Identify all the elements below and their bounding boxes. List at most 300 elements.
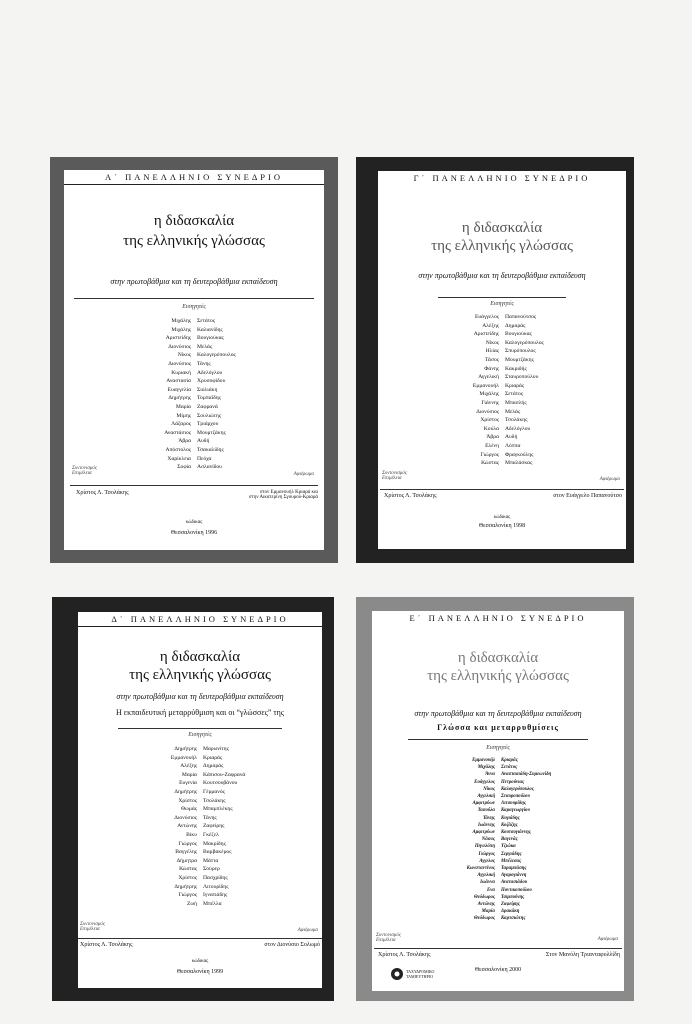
speaker-row [372, 786, 624, 793]
speaker-row [64, 412, 324, 421]
speaker-row [78, 745, 322, 754]
speaker-first-name: Ηλίας [485, 348, 499, 355]
city-year: Θεσσαλονίκη 1999 [176, 969, 224, 975]
speaker-last-name: Σετάτος [505, 391, 524, 398]
speaker-first-name: Εμμανουήλ [170, 754, 197, 761]
speaker-last-name: Δημαράς [203, 763, 224, 770]
speaker-last-name: Λιτσουρίδης [501, 801, 526, 807]
speaker-last-name: Κριαράς [203, 754, 223, 761]
speaker-first-name: Νίκος [483, 786, 495, 792]
speaker-row [378, 365, 626, 374]
dedication-label: Αφιέρωμα [597, 937, 618, 942]
speaker-row [78, 788, 322, 797]
speaker-first-name: Γιώργος [478, 851, 495, 857]
speaker-first-name: Χαρίκλεια [167, 455, 191, 462]
coordination-label: Συντονισμός Επιμέλεια [382, 471, 407, 481]
speaker-row [78, 891, 322, 900]
speaker-row [372, 771, 624, 778]
speaker-row [78, 754, 322, 763]
speaker-last-name: Βουγιούκας [197, 335, 224, 342]
publisher: κώδικας [185, 520, 203, 525]
speaker-last-name: Ποντικοπούλου [501, 887, 532, 893]
speaker-row [378, 425, 626, 434]
cover-4-page [372, 611, 624, 991]
speaker-last-name: Μπέλεσας [501, 858, 522, 864]
speaker-last-name: Καλογερόπουλος [505, 339, 544, 346]
title-line-2: της ελληνικής γλώσσας [431, 237, 573, 254]
speaker-row [378, 408, 626, 417]
speaker-first-name: Θωμάς [181, 806, 197, 813]
title-line-1: η διδασκαλία [457, 650, 539, 666]
speaker-last-name: Καλογερόπουλος [197, 352, 236, 359]
speaker-row [372, 843, 624, 850]
speaker-last-name: Σταυροπούλου [505, 374, 539, 381]
speaker-first-name: Τασούλα [477, 808, 495, 814]
dedication-text: στον Διονύσιο Σολωμό [264, 942, 320, 948]
speaker-first-name: Αλέξης [482, 322, 499, 329]
dedication-text: στον Ευάγγελο Παπανούτσο [553, 493, 622, 499]
speaker-last-name: Γκέζελ [203, 831, 219, 838]
speaker-first-name: Βίκυ [186, 831, 197, 838]
speaker-first-name: Αριστείδης [165, 335, 191, 342]
speaker-row [64, 369, 324, 378]
speaker-last-name: Μπαλάσκας [505, 460, 533, 467]
dedication-label: Αφιέρωμα [599, 477, 620, 482]
speaker-first-name: Μαρία [175, 403, 191, 410]
speaker-first-name: Αμφιτρύων [472, 801, 495, 807]
speakers-list [378, 313, 626, 468]
speaker-last-name: Λόππα [505, 442, 521, 449]
speaker-first-name: Γιώργος [480, 451, 499, 458]
speaker-row [78, 848, 322, 857]
dedication-text: Στον Μανόλη Τριανταφυλλίδη [545, 952, 620, 958]
speaker-last-name: Αυδή [505, 434, 518, 441]
city-year: Θεσσαλονίκη 2000 [474, 967, 522, 973]
cover-header: Α΄ ΠΑΝΕΛΛΗΝΙΟ ΣΥΝΕΔΡΙΟ [64, 170, 324, 185]
speaker-first-name: Αναστασία [166, 378, 191, 385]
speaker-row [372, 757, 624, 764]
speaker-row [78, 779, 322, 788]
speakers-list [64, 317, 324, 472]
speakers-label: Εισηγητές [188, 732, 212, 738]
speaker-row [78, 822, 322, 831]
title-line-2: της ελληνικής γλώσσας [123, 232, 265, 249]
speaker-last-name: Μελάς [197, 343, 213, 350]
cover-header: Γ΄ ΠΑΝΕΛΛΗΝΙΟ ΣΥΝΕΔΡΙΟ [413, 173, 591, 183]
speaker-row [78, 805, 322, 814]
speaker-row [378, 322, 626, 331]
speaker-row [372, 807, 624, 814]
speakers-label: Εισηγητές [486, 745, 510, 751]
cover-title [372, 651, 624, 685]
editor-name: Χρίστος Λ. Τσολάκης [378, 952, 431, 958]
speaker-first-name: Ιωάννης [477, 822, 495, 828]
speaker-first-name: Απόστολος [165, 446, 191, 453]
speaker-row [64, 403, 324, 412]
speaker-last-name: Κριαράς [501, 758, 518, 763]
speaker-first-name: Άβρα [178, 438, 191, 445]
speaker-first-name: Αντώνης [177, 823, 197, 830]
speaker-first-name: Ζωή [186, 900, 197, 907]
speaker-last-name: Τάνης [197, 360, 211, 367]
speaker-first-name: Ιωάννα [480, 880, 495, 886]
speaker-first-name: Άννα [485, 772, 495, 778]
speaker-row [372, 836, 624, 843]
title-line-1: η διδασκαλία [461, 220, 543, 236]
speaker-last-name: Βουγιούκας [505, 331, 532, 338]
speaker-first-name: Κυριακή [171, 369, 191, 376]
speaker-last-name: Γέρμανός [203, 788, 225, 795]
speaker-last-name: Μακρίδης [203, 840, 226, 847]
title-line-1: η διδασκαλία [153, 213, 235, 229]
title-line-1: η διδασκαλία [159, 649, 241, 665]
speaker-last-name: Καλιανίδης [197, 326, 223, 333]
cover-subtitle: στην πρωτοβάθμια και τη δευτεροβάθμια εκπαίδευση [110, 277, 278, 286]
divider [374, 948, 622, 949]
cover-title [378, 221, 626, 255]
speaker-row [64, 343, 324, 352]
speaker-first-name: Μιχάλης [477, 765, 495, 771]
speaker-last-name: Σούρερ [203, 866, 220, 873]
speaker-first-name: Κώστας [481, 460, 499, 467]
speaker-row [378, 433, 626, 442]
speaker-last-name: Λιτουρίδης [203, 883, 229, 890]
speaker-first-name: Χρίστος [178, 874, 197, 881]
speaker-first-name: Αναστάσιος [164, 429, 191, 436]
speaker-row [372, 793, 624, 800]
cover-2-page [378, 171, 626, 549]
speaker-last-name: Δημαράς [505, 322, 526, 329]
speaker-last-name: Δρακάκη [501, 909, 520, 915]
speaker-row [378, 390, 626, 399]
speaker-last-name: Σεργιάδης [501, 851, 522, 857]
speaker-last-name: Καραγεωργίου [501, 808, 530, 814]
speaker-last-name: Σετάτος [197, 318, 216, 324]
speaker-last-name: Αυδή [197, 438, 210, 445]
speaker-row [372, 879, 624, 886]
cover-3 [52, 597, 334, 1001]
speaker-row [64, 394, 324, 403]
speaker-row [372, 858, 624, 865]
speaker-row [378, 330, 626, 339]
dedication-label: Αφιέρωμα [293, 472, 314, 477]
cover-header: Ε΄ ΠΑΝΕΛΛΗΝΙΟ ΣΥΝΕΔΡΙΟ [409, 613, 587, 623]
speaker-last-name: Ασλανίδου [197, 464, 222, 471]
speaker-first-name: Φάνης [484, 365, 499, 372]
speaker-first-name: Γιώργος [178, 840, 197, 847]
speaker-first-name: Μιχάλης [171, 318, 191, 324]
speaker-last-name: Κριαράς [505, 382, 525, 389]
speaker-row [78, 874, 322, 883]
speaker-row [378, 347, 626, 356]
title-line-2: της ελληνικής γλώσσας [129, 666, 271, 683]
speaker-last-name: Ταραμπάσης [501, 866, 527, 872]
divider [78, 938, 322, 939]
cover-2 [356, 157, 634, 563]
cover-subtitle: στην πρωτοβάθμια και τη δευτεροβάθμια εκπαίδευση [414, 709, 582, 718]
speakers-list [78, 745, 322, 908]
speaker-first-name: Άβρα [486, 434, 499, 441]
speaker-row [378, 382, 626, 391]
speaker-first-name: Τάσος [485, 356, 499, 363]
speaker-first-name: Διονύσιος [168, 343, 191, 350]
divider [408, 739, 588, 740]
speaker-first-name: Θεόδωρος [474, 916, 495, 922]
speaker-first-name: Ευαγγελία [167, 386, 191, 393]
speaker-row [78, 900, 322, 909]
speaker-last-name: Παπανούτσος [505, 314, 537, 320]
speaker-last-name: Μπαμπλέκης [203, 806, 233, 813]
cover-theme: Γλώσσα και μεταρρυθμίσεις [437, 723, 559, 732]
speaker-row [64, 420, 324, 429]
speakers-list [372, 757, 624, 923]
speaker-first-name: Τάνης [482, 815, 495, 821]
speaker-row [378, 356, 626, 365]
speaker-first-name: Κωνσταντίνος [466, 866, 495, 872]
speaker-last-name: Μαρωνίτης [203, 746, 229, 752]
speaker-row [372, 829, 624, 836]
speaker-first-name: Αγγελική [477, 794, 495, 800]
speaker-row [64, 437, 324, 446]
speaker-last-name: Τσιμπούνης [501, 894, 525, 900]
speaker-row [372, 822, 624, 829]
speaker-last-name: Ανατασιάδου [501, 880, 528, 886]
speaker-first-name: Κούλα [483, 425, 499, 432]
divider [118, 728, 282, 729]
speaker-first-name: Σοφία [177, 464, 191, 471]
speaker-row [78, 831, 322, 840]
speakers-label: Εισηγητές [182, 304, 206, 310]
speaker-first-name: Μιχάλης [171, 326, 191, 333]
speaker-last-name: Τσακαλίδης [197, 446, 224, 453]
speaker-last-name: Σταυροπούλου [501, 794, 530, 800]
speaker-first-name: Αγγελική [477, 873, 495, 879]
speaker-first-name: Αντώνης [477, 902, 495, 908]
speaker-row [378, 416, 626, 425]
speaker-last-name: Μουμτζάκης [505, 356, 534, 363]
speaker-row [372, 915, 624, 922]
speaker-last-name: Τομπαΐδης [197, 395, 221, 402]
speaker-row [378, 399, 626, 408]
speaker-first-name: Αλέξης [180, 763, 197, 770]
speaker-first-name: Ευάγγελος [474, 314, 499, 320]
speaker-last-name: Τάνης [203, 814, 217, 821]
speaker-last-name: Μπασλής [505, 399, 527, 406]
speaker-last-name: Αγαρογιάννη [501, 873, 527, 879]
speaker-first-name: Ελένη [485, 442, 499, 449]
speaker-last-name: Κουτσογιάννης [501, 830, 531, 836]
speaker-row [78, 797, 322, 806]
speaker-first-name: Γιώργος [178, 892, 197, 899]
coordination-label: Συντονισμός Επιμέλεια [72, 466, 97, 476]
speaker-row [64, 455, 324, 464]
editor-name: Χρίστος Λ. Τσολάκης [76, 490, 129, 496]
speaker-last-name: Σουλιώτης [197, 412, 222, 419]
speaker-first-name: Γιάννης [481, 399, 499, 406]
speaker-first-name: Μίμης [176, 412, 191, 419]
speaker-last-name: Ζαφείρης [203, 823, 225, 830]
cover-1-page [64, 170, 324, 550]
speaker-last-name: Κοζάζης [501, 822, 518, 828]
speaker-last-name: Αναστασιάδη-Συμεωνίδη [501, 772, 552, 778]
speaker-last-name: Τσολάκης [505, 417, 528, 424]
speaker-first-name: Εμμανουήλ [472, 382, 499, 389]
speaker-row [78, 857, 322, 866]
speaker-row [78, 883, 322, 892]
speaker-row [378, 451, 626, 460]
cover-subtitle: στην πρωτοβάθμια και τη δευτεροβάθμια εκπαίδευση [116, 692, 284, 701]
speaker-first-name: Μιχάλης [479, 391, 499, 398]
speaker-last-name: Φραγκούλης [505, 451, 534, 458]
speaker-first-name: Δημήτρης [168, 395, 191, 402]
speaker-last-name: Σπυρόπουλος [505, 348, 536, 355]
speaker-last-name: Βαγενάς [501, 837, 518, 843]
speaker-first-name: Χρίστος [178, 797, 197, 804]
speaker-row [64, 360, 324, 369]
speaker-last-name: Μουμτζάκης [197, 429, 226, 436]
dedication-text: στον Εμμανουήλ Κριαρά και στην Αικατερίνη Σγουρού-Κριαρά [248, 490, 318, 500]
speaker-last-name: Κάπισου-Ζαφρανά [203, 771, 246, 778]
speaker-last-name: Καρτσιώτης [501, 916, 526, 922]
speaker-last-name: Σετάτος [501, 765, 518, 771]
speaker-last-name: Πασχρίδης [203, 874, 228, 881]
speaker-first-name: Ενα [487, 887, 495, 893]
divider [438, 297, 566, 298]
cover-subtitle: στην πρωτοβάθμια και τη δευτεροβάθμια εκπαίδευση [418, 271, 586, 280]
speaker-first-name: Λάζαρος [171, 421, 191, 428]
speaker-last-name: Σιολιάκη [197, 386, 218, 393]
speaker-first-name: Νάσος [481, 837, 495, 843]
speaker-row [372, 815, 624, 822]
speaker-last-name: Αδελόγλου [505, 425, 531, 432]
speaker-row [64, 463, 324, 472]
speaker-last-name: Τσολάκης [203, 797, 226, 804]
publisher: κώδικας [493, 515, 511, 520]
speaker-first-name: Μαρία [481, 909, 495, 915]
speaker-row [378, 442, 626, 451]
speaker-last-name: Μάττα [203, 857, 219, 864]
speaker-first-name: Ευγενία [179, 780, 197, 787]
cover-title [78, 650, 322, 684]
speaker-first-name: Κώστας [179, 866, 197, 873]
speaker-row [372, 764, 624, 771]
speaker-last-name: Τριάρχου [197, 421, 219, 428]
speaker-last-name: Κυγιάδης [501, 815, 520, 821]
cover-header: Δ΄ ΠΑΝΕΛΛΗΝΙΟ ΣΥΝΕΔΡΙΟ [78, 612, 322, 627]
speaker-row [378, 339, 626, 348]
speaker-row [64, 351, 324, 360]
coordination-label: Συντονισμός Επιμέλεια [80, 922, 105, 932]
city-year: Θεσσαλονίκη 1998 [478, 523, 526, 529]
speaker-row [78, 814, 322, 823]
speaker-first-name: Δημήτρης [174, 883, 197, 890]
speaker-first-name: Δήμητρα [176, 857, 197, 864]
speaker-first-name: Εμμανουήλ [472, 758, 495, 763]
speaker-last-name: Κακριδής [505, 365, 527, 372]
publisher: κώδικας [191, 959, 209, 964]
speaker-last-name: Χρυσοφίδου [197, 378, 226, 385]
speaker-row [372, 901, 624, 908]
speaker-last-name: Βαμβακέρος [203, 849, 232, 856]
speaker-row [372, 872, 624, 879]
speaker-row [372, 865, 624, 872]
speaker-first-name: Διονύσιος [168, 360, 191, 367]
speaker-row [78, 865, 322, 874]
speaker-first-name: Δημήτρης [174, 788, 197, 795]
publisher: ΤΑΧΥΔΡΟΜΙΚΟ ΤΑΜΙΕΥΤΗΡΙΟ [406, 969, 435, 979]
editor-name: Χρίστος Λ. Τσολάκης [80, 942, 133, 948]
speaker-row [372, 887, 624, 894]
speaker-row [78, 771, 322, 780]
speaker-first-name: Νίκος [485, 339, 499, 346]
speaker-first-name: Θεόδωρος [474, 894, 495, 900]
speaker-row [372, 894, 624, 901]
speaker-last-name: Ιγνατιάδης [203, 892, 228, 899]
speaker-last-name: Αδελόγλου [197, 369, 223, 376]
cover-3-page [78, 612, 322, 988]
speaker-first-name: Διονύσιος [174, 814, 197, 821]
speaker-first-name: Πηνελόπη [474, 844, 495, 850]
divider [380, 489, 624, 490]
speakers-label: Εισηγητές [490, 301, 514, 307]
speaker-last-name: Καλογερόπουλος [501, 786, 534, 792]
speaker-last-name: Μπέλλα [203, 900, 222, 907]
divider [70, 485, 318, 486]
speaker-row [372, 779, 624, 786]
cover-theme: Η εκπαιδευτική μεταρρύθμιση και οι “γλώσσες” της [116, 708, 284, 717]
speaker-row [372, 908, 624, 915]
speaker-row [78, 840, 322, 849]
divider [74, 298, 314, 299]
dedication-label: Αφιέρωμα [297, 928, 318, 933]
speaker-row [64, 429, 324, 438]
speaker-row [372, 851, 624, 858]
speaker-last-name: Μελάς [505, 408, 521, 415]
speaker-last-name: Τζιώκα [501, 844, 516, 850]
speaker-row [64, 326, 324, 335]
cover-1 [50, 157, 338, 563]
speaker-row [378, 373, 626, 382]
speaker-row [64, 386, 324, 395]
coordination-label: Συντονισμός Επιμέλεια [376, 933, 401, 943]
speaker-first-name: Χρίστος [480, 417, 499, 424]
speaker-row [78, 762, 322, 771]
cover-4 [356, 597, 634, 1001]
speaker-row [378, 313, 626, 322]
speaker-first-name: Αμφιτρύων [472, 830, 495, 836]
speaker-first-name: Αγγελος [479, 858, 495, 864]
speaker-row [64, 446, 324, 455]
speaker-last-name: Πεόχα [197, 455, 212, 462]
speaker-first-name: Μαρία [181, 771, 197, 778]
speaker-last-name: Ζαφρανά [197, 403, 218, 410]
speaker-first-name: Βαγγέλης [175, 849, 197, 856]
speaker-row [64, 377, 324, 386]
speaker-row [64, 334, 324, 343]
speaker-last-name: Πετρούνιας [501, 779, 525, 785]
speaker-row [378, 459, 626, 468]
speaker-first-name: Διονύσιος [476, 408, 499, 415]
speaker-row [64, 317, 324, 326]
city-year: Θεσσαλονίκη 1996 [170, 530, 218, 536]
speaker-last-name: Ζαφείρης [501, 902, 520, 908]
speaker-first-name: Αριστείδης [473, 331, 499, 338]
speaker-first-name: Δημήτρης [174, 746, 197, 752]
speaker-first-name: Ευάγγελος [474, 779, 495, 785]
editor-name: Χρίστος Λ. Τσολάκης [384, 493, 437, 499]
title-line-2: της ελληνικής γλώσσας [427, 667, 569, 684]
speaker-first-name: Νίκος [177, 352, 191, 359]
